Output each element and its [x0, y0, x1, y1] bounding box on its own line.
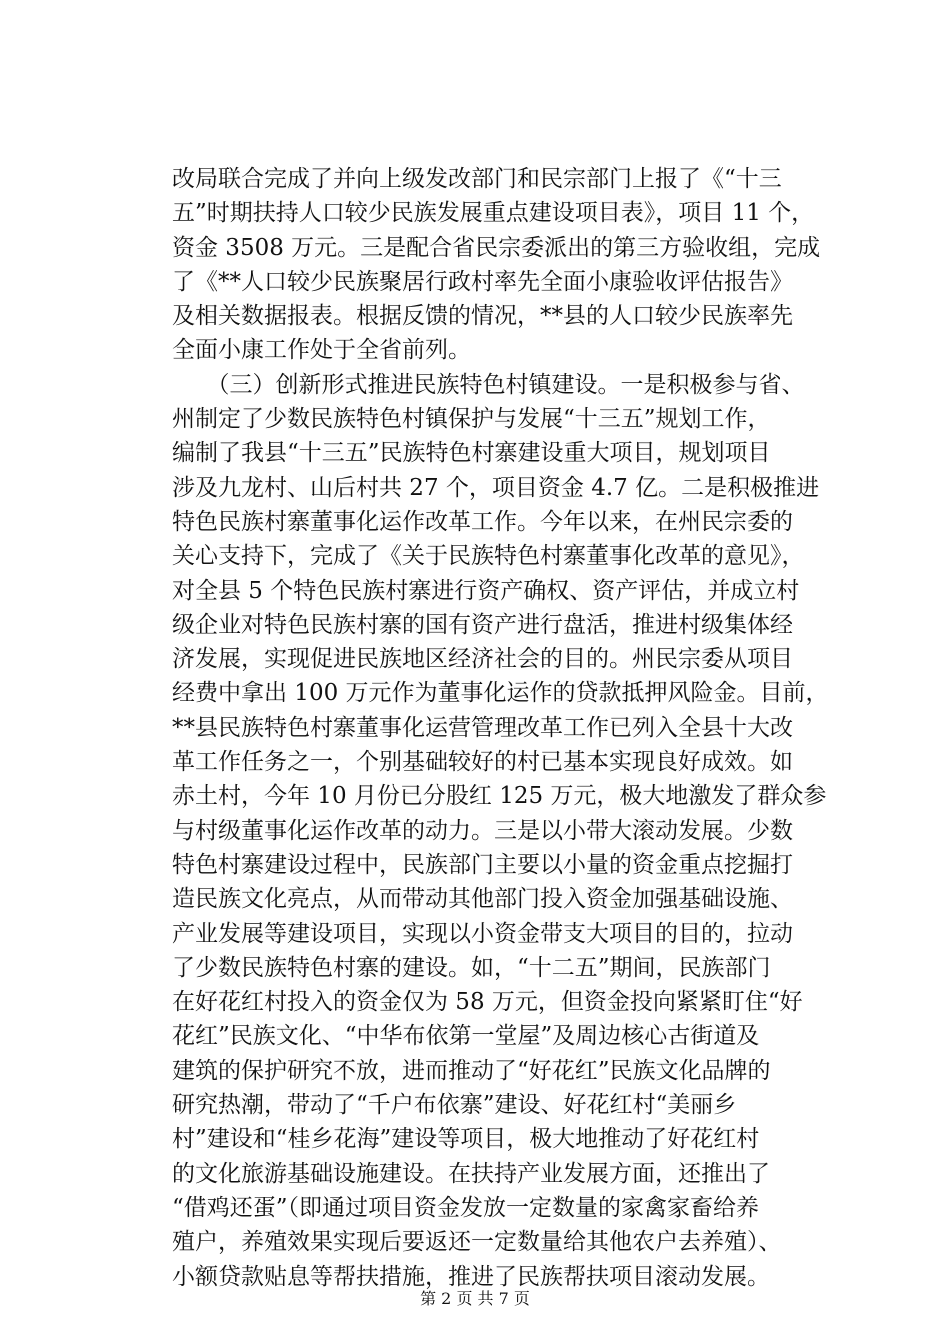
text-line: 经费中拿出 100 万元作为董事化运作的贷款抵押风险金。目前，: [172, 680, 829, 707]
text-line: 对全县 5 个特色民族村寨进行资产确权、资产评估，并成立村: [172, 577, 800, 604]
text-line: 全面小康工作处于全省前列。: [172, 337, 471, 364]
text-line: **县民族特色村寨董事化运营管理改革工作已列入全县十大改: [172, 714, 793, 741]
text-line: 研究热潮，带动了“千户布依寨”建设、好花红村“美丽乡: [172, 1092, 737, 1119]
text-line: 涉及九龙村、山后村共 27 个，项目资金 4.7 亿。二是积极推进: [172, 474, 820, 501]
text-line: 村”建设和“桂乡花海”建设等项目，极大地推动了好花红村: [172, 1126, 760, 1153]
text-line: 的文化旅游基础设施建设。在扶持产业发展方面，还推出了: [172, 1160, 770, 1187]
text-line: 特色村寨建设过程中，民族部门主要以小量的资金重点挖掘打: [172, 851, 793, 878]
text-line: 了少数民族特色村寨的建设。如，“十二五”期间，民族部门: [172, 954, 771, 981]
text-line: 了《**人口较少民族聚居行政村率先全面小康验收评估报告》: [172, 268, 793, 295]
text-line: 济发展，实现促进民族地区经济社会的目的。州民宗委从项目: [172, 646, 793, 673]
document-body: [172, 162, 832, 1294]
text-line: 在好花红村投入的资金仅为 58 万元，但资金投向紧紧盯住“好: [172, 989, 803, 1016]
text-line: 产业发展等建设项目，实现以小资金带支大项目的目的，拉动: [172, 920, 793, 947]
text-line: “借鸡还蛋”（即通过项目资金发放一定数量的家禽家畜给养: [172, 1194, 760, 1221]
text-line: 及相关数据报表。根据反馈的情况，**县的人口较少民族率先: [172, 303, 793, 330]
text-line: 关心支持下，完成了《关于民族特色村寨董事化改革的意见》，: [172, 543, 805, 570]
text-line: 赤土村，今年 10 月份已分股红 125 万元，极大地激发了群众参: [172, 783, 827, 810]
text-line: 建筑的保护研究不放，进而推动了“好花红”民族文化品牌的: [172, 1057, 771, 1084]
text-line: （三）创新形式推进民族特色村镇建设。一是积极参与省、: [172, 371, 805, 398]
text-line: 改局联合完成了并向上级发改部门和民宗部门上报了《“十三: [172, 166, 782, 192]
text-line: 殖户，养殖效果实现后要返还一定数量给其他农户去养殖）、: [172, 1229, 782, 1256]
text-line: 级企业对特色民族村寨的国有资产进行盘活，推进村级集体经: [172, 611, 793, 638]
text-line: 编制了我县“十三五”民族特色村寨建设重大项目，规划项目: [172, 440, 771, 467]
text-line: 资金 3508 万元。三是配合省民宗委派出的第三方验收组，完成: [172, 234, 821, 261]
text-line: 与村级董事化运作改革的动力。三是以小带大滚动发展。少数: [172, 817, 793, 844]
page-footer: 第 2 页 共 7 页: [420, 1289, 530, 1308]
text-line: 花红”民族文化、“中华布依第一堂屋”及周边核心古街道及: [172, 1023, 760, 1050]
text-line: 五”时期扶持人口较少民族发展重点建设项目表》，项目 11 个，: [172, 200, 815, 227]
text-line: 造民族文化亮点，从而带动其他部门投入资金加强基础设施、: [172, 886, 793, 913]
text-line: 州制定了少数民族特色村镇保护与发展“十三五”规划工作，: [172, 406, 771, 433]
text-line: 特色民族村寨董事化运作改革工作。今年以来，在州民宗委的: [172, 508, 793, 535]
text-line: 小额贷款贴息等帮扶措施，推进了民族帮扶项目滚动发展。: [172, 1263, 770, 1290]
text-line: 革工作任务之一，个别基础较好的村已基本实现良好成效。如: [172, 749, 793, 776]
